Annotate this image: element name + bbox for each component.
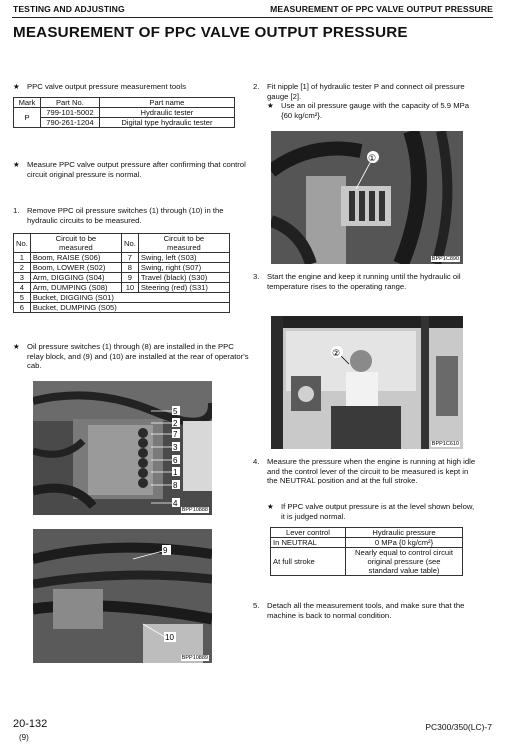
callout-label: 4	[173, 499, 178, 508]
photo-relay-block-image	[33, 381, 212, 515]
step-text: Detach all the measurement tools, and make sure that the machine is back to normal condition.	[267, 601, 465, 620]
callout-label: 9	[163, 546, 168, 555]
step-text: Measure the pressure when the engine is running at high idle and the control lever of the circuit to be measured is kept in the NEUTRAL position and at the full stroke.	[267, 457, 476, 485]
step-3	[253, 272, 477, 291]
table-cell: 8	[122, 263, 139, 273]
star-icon: ★	[13, 82, 20, 91]
step-4-note	[267, 502, 477, 521]
table-cell: Digital type hydraulic tester	[99, 118, 234, 128]
callout-label: 10	[165, 633, 174, 642]
table-header: Circuit to be measured	[138, 234, 229, 253]
page-title: MEASUREMENT OF PPC VALVE OUTPUT PRESSURE	[13, 24, 408, 41]
table-cell: Arm, DIGGING (S04)	[30, 273, 121, 283]
callout-label: 8	[173, 481, 178, 490]
step-text: Remove PPC oil pressure switches (1) through (10) in the hydraulic circuits to be measured.	[27, 206, 224, 225]
note-text: If PPC valve output pressure is at the level shown below, it is judged normal.	[281, 502, 475, 521]
table-cell: Steering (red) (S31)	[138, 283, 229, 293]
step-1	[13, 206, 251, 225]
table-cell: 9	[122, 273, 139, 283]
table-header: Hydraulic pressure	[346, 528, 463, 538]
table-header: No.	[14, 234, 31, 253]
header-divider	[12, 17, 493, 18]
table-cell: Hydraulic tester	[99, 108, 234, 118]
callout-label: ①	[368, 153, 377, 163]
table-cell: 3	[14, 273, 31, 283]
step-2-note	[267, 101, 477, 120]
tools-intro	[13, 82, 238, 92]
table-header: Lever control	[271, 528, 346, 538]
photo-tester-nipple	[271, 131, 463, 264]
step-number: 2.	[253, 82, 260, 91]
step-5	[253, 601, 477, 620]
table-cell: Travel (black) (S30)	[138, 273, 229, 283]
step-number: 1.	[13, 206, 20, 215]
star-icon: ★	[13, 342, 20, 351]
photo-caption: BPP1C610	[431, 441, 459, 447]
photo-operator-cab-image	[271, 316, 463, 449]
table-cell: 6	[14, 303, 31, 313]
table-cell: 10	[122, 283, 139, 293]
table-cell: In NEUTRAL	[271, 538, 346, 548]
circuits-table	[13, 233, 230, 313]
step-number: 3.	[253, 272, 260, 281]
table-cell: Swing, left (S03)	[138, 253, 229, 263]
callout-label: 3	[173, 443, 178, 452]
header-page-topic: MEASUREMENT OF PPC VALVE OUTPUT PRESSURE	[270, 4, 493, 14]
table-cell: 5	[14, 293, 31, 303]
table-cell: Nearly equal to control circuit original pressure (see standard value table)	[346, 548, 463, 576]
callout-label: ②	[332, 348, 341, 358]
table-header: Mark	[14, 98, 41, 108]
step-4	[253, 457, 477, 486]
star-icon: ★	[13, 160, 20, 169]
step-text: Fit nipple [1] of hydraulic tester P and connect oil pressure gauge [2].	[267, 82, 465, 101]
star-icon: ★	[267, 101, 274, 110]
table-header: No.	[122, 234, 139, 253]
photo-ppc-relay-block	[33, 381, 212, 515]
note-text: Oil pressure switches (1) through (8) are installed in the PPC relay block, and (9) and (10) are installed at the rear of operator's cab.	[27, 342, 249, 370]
table-cell: 7	[122, 253, 139, 263]
header-section-label: TESTING AND ADJUSTING	[13, 4, 125, 14]
table-cell-mark: P	[14, 108, 41, 128]
table-cell: 1	[14, 253, 31, 263]
note-switch-location	[13, 342, 251, 371]
photo-caption: BPP10889	[181, 655, 208, 661]
table-header: Part No.	[41, 98, 100, 108]
revision-number: (9)	[19, 733, 29, 742]
table-header: Part name	[99, 98, 234, 108]
callout-label: 6	[173, 456, 178, 465]
table-cell: Bucket, DIGGING (S01)	[30, 293, 229, 303]
note-text: Measure PPC valve output pressure after confirming that control circuit original pressure is normal.	[27, 160, 246, 179]
callout-label: 1	[173, 468, 178, 477]
step-text: Start the engine and keep it running until the hydraulic oil temperature rises to the operating range.	[267, 272, 461, 291]
tools-table	[13, 97, 235, 128]
step-2	[253, 82, 477, 101]
note-text: Use an oil pressure gauge with the capacity of 5.9 MPa {60 kg/cm²}.	[281, 101, 470, 120]
table-cell: Arm, DUMPING (S08)	[30, 283, 121, 293]
table-cell: 0 MPa {0 kg/cm²}	[346, 538, 463, 548]
photo-caption: BPP10888	[181, 507, 208, 513]
table-cell: 799-101-5002	[41, 108, 100, 118]
callout-label: 5	[173, 407, 178, 416]
callout-label: 7	[173, 430, 178, 439]
step-number: 4.	[253, 457, 260, 466]
note-confirm-pressure	[13, 160, 251, 179]
table-cell: Boom, LOWER (S02)	[30, 263, 121, 273]
table-cell: Bucket, DUMPING (S05)	[30, 303, 229, 313]
step-number: 5.	[253, 601, 260, 610]
table-cell: Boom, RAISE (S06)	[30, 253, 121, 263]
star-icon: ★	[267, 502, 274, 511]
page-number: 20-132	[13, 718, 48, 730]
photo-cab-rear-switches	[33, 529, 212, 663]
pressure-table	[270, 527, 463, 576]
callout-label: 2	[173, 419, 178, 428]
table-cell: At full stroke	[271, 548, 346, 576]
photo-caption: BPP1C890	[431, 256, 459, 262]
table-cell: 2	[14, 263, 31, 273]
table-header: Circuit to be measured	[30, 234, 121, 253]
photo-tester-nipple-image	[271, 131, 463, 264]
model-number: PC300/350(LC)-7	[425, 722, 492, 732]
photo-cab-rear-image	[33, 529, 212, 663]
photo-operator-cab	[271, 316, 463, 449]
table-cell: Swing, right (S07)	[138, 263, 229, 273]
table-cell: 790-261-1204	[41, 118, 100, 128]
table-cell: 4	[14, 283, 31, 293]
tools-intro-text: PPC valve output pressure measurement tools	[27, 82, 186, 91]
